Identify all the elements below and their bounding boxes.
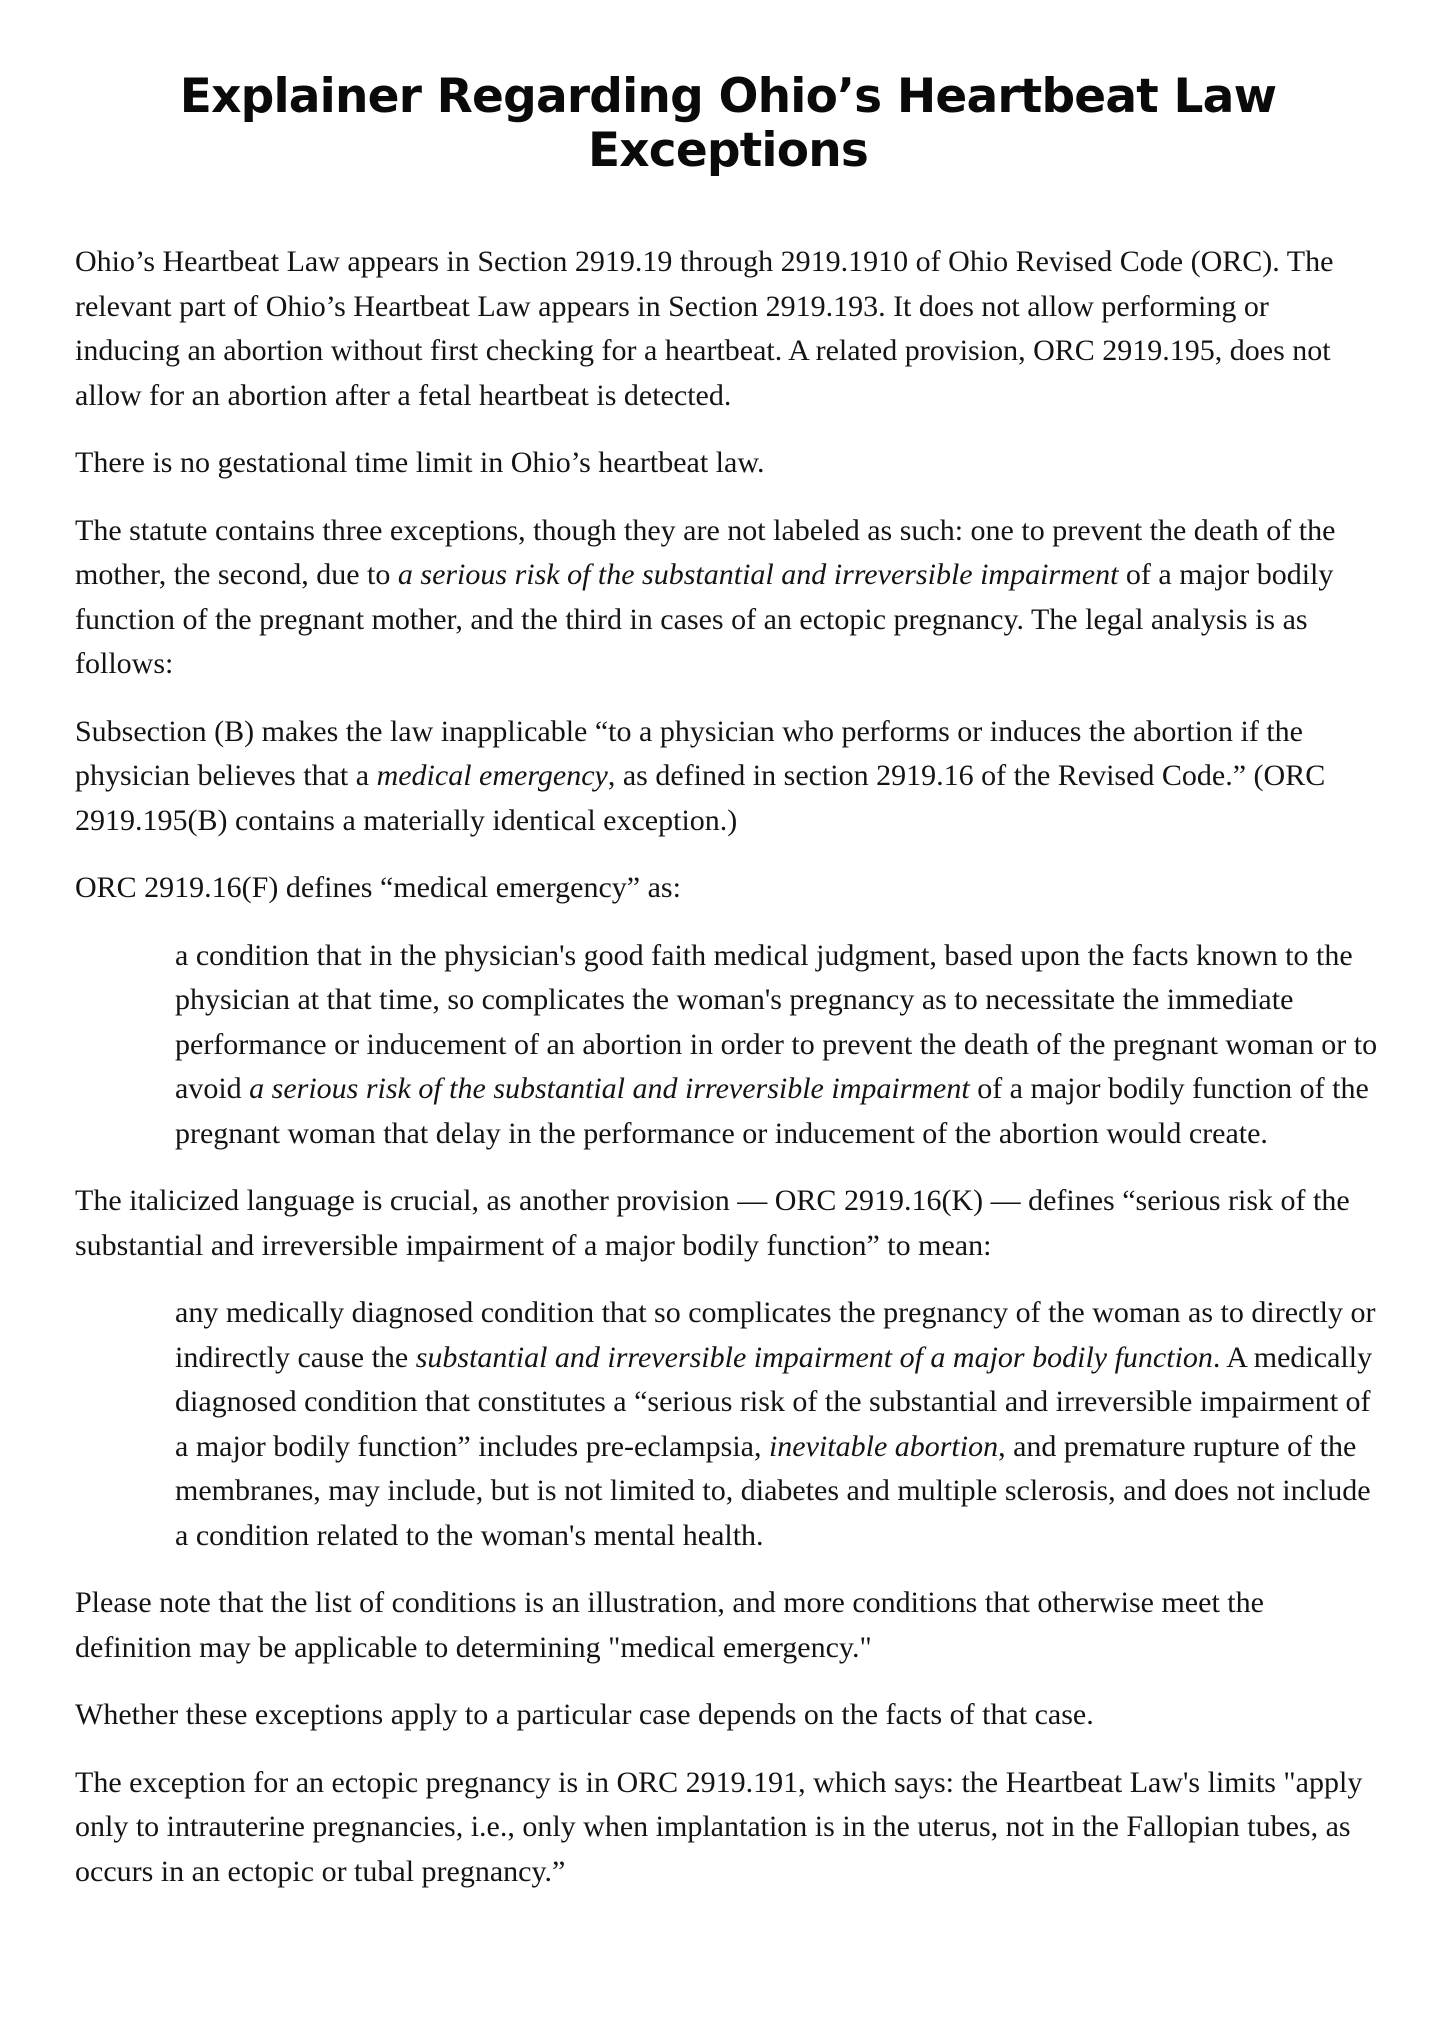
paragraph-list-illustration: Please note that the list of conditions is an illustration, and more conditions that otherwise meet the definition may be applicable to determining "medical emergency." — [75, 1586, 1264, 1664]
text-span: The statute contains three exceptions, though they are not labeled as such: one to prevent the death of the mother, the second, due to — [75, 513, 1336, 592]
text-span: . A medically diagnosed condition that constitutes a “serious risk of the substantial and irreversible impairment of a major bodily function” includes pre-eclampsia, — [175, 1340, 1373, 1463]
italic-span: a serious risk of the substantial and irreversible impairment — [397, 558, 1119, 592]
paragraph-law-location: Ohio’s Heartbeat Law appears in Section 2919.19 through 2919.1910 of Ohio Revised Code (ORC). The relevant part of Ohio’s Heartbeat Law appears in Section 2919.193. It does not allow performing or inducing an abortion without first checking for a heartbeat. A related provision, ORC 2919.195, does not allow for an abortion after a fetal heartbeat is detected. — [75, 245, 1334, 412]
document-body — [75, 240, 1381, 1894]
italic-span: inevitable abortion — [768, 1429, 999, 1463]
text-span: a condition that in the physician's good faith medical judgment, based upon the facts known to the physician at that time, so complicates the woman's pregnancy as to necessitate the immediate performance or inducement of an abortion in order to prevent the death of the pregnant woman or to avoid — [175, 938, 1378, 1106]
text-span: of a major bodily function of the pregnant woman that delay in the performance or inducement of the abortion would create. — [175, 1072, 1369, 1150]
paragraph-italicized-language: The italicized language is crucial, as another provision — ORC 2919.16(K) — defines “serious risk of the substantial and irreversible impairment of a major bodily function” to mean: — [75, 1184, 1350, 1262]
paragraph-no-time-limit: There is no gestational time limit in Ohio’s heartbeat law. — [75, 446, 765, 480]
block-quote-medical-emergency — [175, 934, 1381, 1157]
paragraph-defines-medical-emergency: ORC 2919.16(F) defines “medical emergency” as: — [75, 871, 681, 905]
text-span: , and premature rupture of the membranes, may include, but is not limited to, diabetes and multiple sclerosis, and does not include a condition related to the woman's mental health. — [175, 1429, 1371, 1552]
text-span: any medically diagnosed condition that so complicates the pregnancy of the woman as to directly or indirectly cause the — [175, 1296, 1376, 1374]
italic-span: substantial and irreversible impairment of a major bodily function — [415, 1340, 1213, 1374]
text-span: , as defined in section 2919.16 of the Revised Code.” (ORC 2919.195(B) contains a materially identical exception.) — [75, 759, 1326, 837]
paragraph-facts-of-case: Whether these exceptions apply to a particular case depends on the facts of that case. — [75, 1698, 1094, 1732]
paragraph-ectopic-exception: The exception for an ectopic pregnancy is in ORC 2919.191, which says: the Heartbeat Law's limits "apply only to intrauterine pregnancies, i.e., only when implantation is in the uterus, not in the Fallopian tubes, as occurs in an ectopic or tubal pregnancy.” — [75, 1765, 1363, 1888]
block-quote-serious-risk — [175, 1291, 1381, 1558]
italic-span: medical emergency — [376, 759, 608, 793]
paragraph-three-exceptions — [75, 509, 1381, 687]
text-span: Subsection (B) makes the law inapplicable “to a physician who performs or induces the abortion if the physician believes that a — [75, 714, 1303, 793]
text-span: of a major bodily function of the pregnant mother, and the third in cases of an ectopic pregnancy. The legal analysis is as follows: — [75, 558, 1334, 681]
document-title: Explainer Regarding Ohio’s Heartbeat Law Exceptions — [179, 69, 1277, 179]
paragraph-subsection-b — [75, 710, 1381, 844]
italic-span: a serious risk of the substantial and irreversible impairment — [249, 1072, 970, 1106]
